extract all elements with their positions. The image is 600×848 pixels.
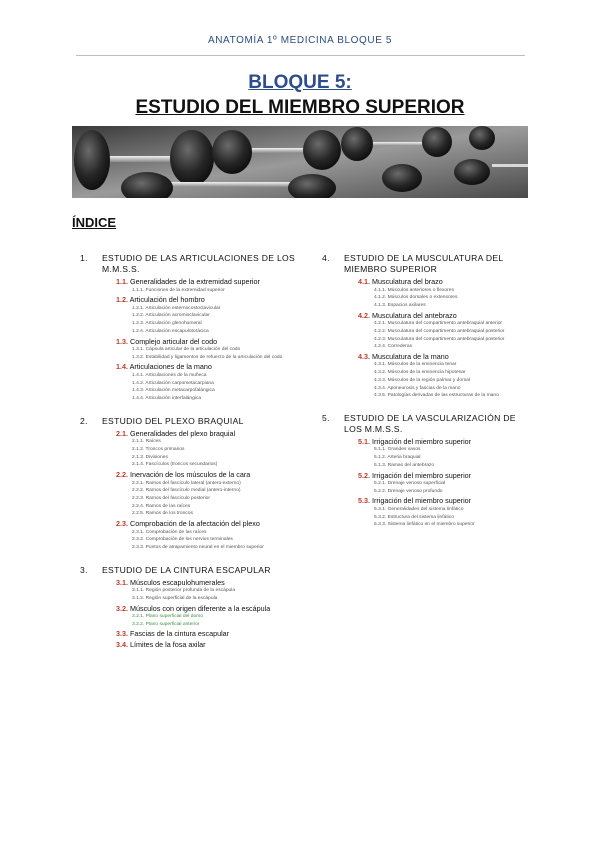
toc-item	[374, 302, 532, 310]
item-label: Grandes vasos	[387, 447, 421, 453]
item-label: Fascículos (troncos secundarios)	[145, 462, 218, 468]
item-label: Plano superficial del dorso	[145, 614, 203, 620]
item-number: 2.1.2.	[132, 446, 145, 452]
item-label: Ramas del antebrazo	[387, 462, 435, 468]
item-number: 4.3.2.	[374, 370, 387, 376]
section-gap	[322, 400, 532, 413]
dumbbell-rack-image	[72, 126, 528, 198]
toc-item	[374, 328, 532, 336]
item-label: Articulación interfalángica	[145, 396, 202, 402]
item-number: 3.2.2.	[132, 621, 145, 627]
item-number: 5.3.2.	[374, 514, 387, 520]
section-title: ESTUDIO DE LA MUSCULATURA DEL MIEMBRO SUPERIOR	[344, 253, 504, 274]
toc-item	[374, 506, 532, 514]
section-number: 5.	[322, 412, 330, 423]
item-label: Músculos de la eminencia tenar	[387, 362, 457, 368]
toc-item	[132, 305, 310, 313]
item-number: 5.1.3.	[374, 462, 387, 468]
item-label: Músculos de la eminencia hipotenar	[387, 370, 466, 376]
item-label: Musculatura del compartimento antebraquial posterior	[387, 328, 505, 334]
item-number: 2.2.3.	[132, 495, 145, 501]
subsection-number: 3.4.	[116, 639, 128, 649]
item-label: Arteria braquial	[387, 455, 421, 461]
item-label: Troncos primarios	[145, 446, 185, 452]
item-number: 1.4.2.	[132, 380, 145, 386]
toc-subsection	[116, 337, 310, 347]
item-label: Articulación glenohumeral	[145, 321, 202, 327]
subsection-title: Irrigación del miembro superior	[372, 436, 472, 446]
header-divider	[76, 55, 525, 56]
toc-section	[80, 253, 310, 275]
item-label: Región posterior profunda de la escápula	[145, 588, 236, 594]
item-number: 4.1.2.	[374, 295, 387, 301]
item-label: Sistema linfático en el miembro superior	[387, 522, 475, 528]
item-label: Raíces	[145, 439, 161, 445]
subsection-number: 4.1.	[358, 277, 370, 286]
toc-item	[132, 480, 310, 488]
item-number: 1.2.1.	[132, 305, 145, 311]
toc-item	[132, 320, 310, 328]
item-number: 4.3.5.	[374, 393, 387, 399]
item-label: Músculos dorsales o extensores	[387, 295, 458, 301]
section-title: ESTUDIO DE LA CINTURA ESCAPULAR	[102, 564, 271, 575]
item-number: 5.2.1.	[374, 481, 387, 487]
toc-item	[374, 294, 532, 302]
toc-item	[374, 336, 532, 344]
item-label: Articulación carpometacarpiana	[145, 380, 214, 386]
subsection-number: 1.3.	[116, 336, 128, 346]
item-label: Puntos de atrapamiento neural en el miembro superior	[145, 544, 264, 550]
section-number: 2.	[80, 415, 88, 426]
subsection-number: 2.1.	[116, 428, 128, 438]
toc-item	[374, 320, 532, 328]
section-title: ESTUDIO DE LA VASCULARIZACIÓN DE LOS M.M.S.S.	[344, 412, 516, 434]
item-number: 4.2.2.	[374, 328, 387, 334]
item-number: 3.2.1.	[132, 614, 145, 620]
subsection-title: Irrigación del miembro superior	[372, 470, 472, 480]
item-label: Correderas	[387, 344, 413, 350]
toc-subsection	[116, 604, 310, 614]
subsection-title: Músculos con origen diferente a la escápula	[130, 603, 271, 613]
toc-item	[374, 392, 532, 400]
item-number: 4.3.1.	[374, 362, 387, 368]
index-heading: ÍNDICE	[72, 215, 117, 230]
subsection-title: Articulaciones de la mano	[129, 362, 212, 372]
subsection-title: Musculatura del antebrazo	[372, 310, 457, 320]
item-number: 2.2.5.	[132, 511, 145, 517]
subsection-number: 4.2.	[358, 310, 370, 320]
item-label: Aponeurosis y fascias de la mano	[387, 385, 461, 391]
subsection-number: 3.2.	[116, 603, 128, 613]
section-gap	[80, 403, 310, 416]
toc-item	[132, 487, 310, 495]
toc-subsection	[358, 471, 532, 481]
toc-subsection	[116, 640, 310, 650]
item-number: 4.1.1.	[374, 287, 387, 293]
item-number: 4.2.4.	[374, 344, 387, 350]
toc-item	[132, 380, 310, 388]
toc-subsection	[116, 519, 310, 529]
item-number: 1.4.1.	[132, 372, 145, 378]
toc-item	[132, 395, 310, 403]
item-number: 2.2.4.	[132, 503, 145, 509]
item-label: Estabilidad y ligamentos de refuerzo de la articulación del codo	[145, 354, 283, 360]
item-label: Drenaje venoso superficial	[387, 481, 446, 487]
item-number: 2.1.1.	[132, 439, 145, 445]
item-label: Musculatura del compartimento antebraquial posterior	[387, 336, 505, 342]
subsection-title: Generalidades de la extremidad superior	[130, 277, 260, 286]
subsection-title: Fascias de la cintura escapular	[130, 629, 230, 639]
toc-subsection	[116, 295, 310, 305]
subsection-title: Músculos escapulohumerales	[130, 577, 225, 587]
subsection-title: Inervación de los músculos de la cara	[130, 470, 251, 480]
toc-item	[374, 488, 532, 496]
item-label: Región superficial de la escápula	[145, 595, 218, 601]
toc-item	[132, 595, 310, 603]
item-number: 2.2.2.	[132, 488, 145, 494]
item-label: Funciones de la extremidad superior	[145, 287, 225, 293]
subsection-number: 2.2.	[116, 470, 128, 480]
subsection-number: 3.3.	[116, 629, 128, 639]
toc-subsection	[116, 629, 310, 639]
item-label: Comprobación de los nervios terminales	[145, 537, 233, 543]
item-label: Músculos anteriores o flexores	[387, 287, 454, 293]
item-label: Cápsula articular de la articulación del codo	[145, 347, 241, 353]
item-number: 4.1.3.	[374, 302, 387, 308]
section-gap	[80, 552, 310, 565]
toc-item	[374, 361, 532, 369]
item-label: Articulación acromioclavicular	[145, 313, 210, 319]
toc-item	[374, 462, 532, 470]
item-label: Comprobación de las raíces	[145, 529, 207, 535]
title-block-number: BLOQUE 5:	[248, 72, 352, 93]
title-main: ESTUDIO DEL MIEMBRO SUPERIOR	[135, 97, 465, 118]
toc-item	[132, 454, 310, 462]
toc-subsection	[358, 496, 532, 506]
item-label: Patologías derivadas de las estructuras de la mano	[387, 393, 499, 399]
page-header: ANATOMÍA 1º MEDICINA BLOQUE 5	[207, 35, 393, 46]
toc-item	[374, 480, 532, 488]
subsection-number: 2.3.	[116, 519, 128, 529]
item-number: 2.3.1.	[132, 529, 145, 535]
toc-item	[374, 377, 532, 385]
item-label: Músculos de la región palmar y dorsal	[387, 377, 470, 383]
item-number: 5.3.1.	[374, 506, 387, 512]
section-title: ESTUDIO DE LAS ARTICULACIONES DE LOS M.M.S.S.	[102, 253, 296, 274]
toc-subsection	[358, 277, 532, 287]
item-number: 5.2.2.	[374, 488, 387, 494]
subsection-title: Musculatura de la mano	[372, 351, 449, 361]
toc-item	[132, 438, 310, 446]
subsection-title: Articulación del hombro	[129, 295, 205, 305]
subsection-title: Límites de la fosa axilar	[130, 639, 206, 649]
toc-item	[132, 354, 310, 362]
toc-section	[80, 565, 310, 576]
toc-item	[374, 521, 532, 529]
toc-item	[374, 343, 532, 351]
subsection-title: Complejo articular del codo	[130, 336, 218, 346]
toc-item	[374, 454, 532, 462]
item-number: 1.2.4.	[132, 328, 145, 334]
item-label: Plano superficial anterior	[145, 621, 200, 627]
toc-item	[132, 387, 310, 395]
toc-item	[132, 544, 310, 552]
toc-subsection	[116, 362, 310, 372]
item-number: 1.2.3.	[132, 321, 145, 327]
toc-item	[132, 328, 310, 336]
toc-section	[80, 416, 310, 427]
item-label: Articulación metacarpofalángica	[145, 388, 215, 394]
subsection-title: Generalidades del plexo braquial	[130, 428, 236, 438]
subsection-title: Musculatura del brazo	[372, 277, 443, 286]
item-label: Drenaje venoso profundo	[387, 488, 443, 494]
item-number: 1.2.2.	[132, 313, 145, 319]
item-label: Ramos de los troncos	[145, 511, 193, 517]
toc-item	[132, 503, 310, 511]
item-label: Estructura del sistema linfático	[387, 514, 454, 520]
item-label: Ramos del fascículo medial (antero-interno)	[145, 488, 241, 494]
toc-item	[132, 529, 310, 537]
item-number: 1.1.1.	[132, 287, 145, 293]
item-number: 4.2.1.	[374, 321, 387, 327]
toc-item	[132, 613, 310, 621]
section-number: 4.	[322, 253, 330, 263]
item-number: 5.1.1.	[374, 447, 387, 453]
subsection-title: Irrigación del miembro superior	[372, 496, 472, 506]
toc-item	[132, 536, 310, 544]
toc-subsection	[116, 429, 310, 439]
toc-item	[132, 621, 310, 629]
subsection-number: 1.2.	[116, 295, 128, 305]
toc-item	[132, 312, 310, 320]
item-number: 2.2.1.	[132, 480, 145, 486]
toc-item	[132, 495, 310, 503]
subsection-number: 5.1.	[358, 436, 370, 446]
item-number: 2.3.2.	[132, 537, 145, 543]
toc-item	[374, 287, 532, 295]
toc-item	[132, 446, 310, 454]
toc-item	[374, 446, 532, 454]
item-number: 2.1.3.	[132, 454, 145, 460]
item-number: 4.2.3.	[374, 336, 387, 342]
item-label: Articulación escapulotorácica	[145, 328, 209, 334]
subsection-number: 1.1.	[116, 277, 128, 286]
toc-column-right	[322, 253, 532, 529]
item-number: 1.4.4.	[132, 396, 145, 402]
item-number: 5.1.2.	[374, 455, 387, 461]
toc-section	[322, 253, 532, 275]
toc-subsection	[116, 277, 310, 287]
subsection-number: 1.4.	[116, 362, 128, 372]
subsection-number: 5.3.	[358, 496, 370, 506]
subsection-number: 3.1.	[116, 577, 128, 587]
toc-item	[132, 510, 310, 518]
toc-subsection	[358, 311, 532, 321]
item-number: 4.3.3.	[374, 377, 387, 383]
item-number: 5.3.3.	[374, 522, 387, 528]
section-number: 3.	[80, 564, 88, 575]
subsection-title: Comprobación de la afectación del plexo	[130, 519, 260, 529]
toc-item	[132, 461, 310, 469]
toc-subsection	[116, 578, 310, 588]
toc-item	[132, 287, 310, 295]
toc-item	[374, 385, 532, 393]
subsection-number: 5.2.	[358, 470, 370, 480]
toc-item	[132, 346, 310, 354]
toc-subsection	[358, 352, 532, 362]
toc-subsection	[358, 437, 532, 447]
toc-item	[374, 369, 532, 377]
item-number: 3.1.2.	[132, 595, 145, 601]
section-title: ESTUDIO DEL PLEXO BRAQUIAL	[102, 415, 244, 426]
item-number: 1.3.2.	[132, 354, 145, 360]
item-number: 2.3.3.	[132, 544, 145, 550]
item-number: 3.1.1.	[132, 588, 145, 594]
item-label: Generalidades del sistema linfático	[387, 506, 464, 512]
item-number: 1.3.1.	[132, 347, 145, 353]
item-label: Articulación esternocostoclavicular	[145, 305, 221, 311]
subsection-number: 4.3.	[358, 351, 370, 361]
item-number: 2.1.4.	[132, 462, 145, 468]
item-number: 1.4.3.	[132, 388, 145, 394]
item-label: Ramos del fascículo posterior	[145, 495, 211, 501]
section-number: 1.	[80, 253, 88, 263]
item-label: Espacios axilares	[387, 302, 426, 308]
item-label: Ramos de las raíces	[145, 503, 191, 509]
item-label: Articulaciones de la muñeca	[145, 372, 207, 378]
item-label: Ramos del fascículo lateral (antero-externo)	[145, 480, 241, 486]
toc-section	[322, 413, 532, 435]
toc-item	[132, 587, 310, 595]
toc-item	[132, 372, 310, 380]
item-label: Musculatura del compartimento antebraquial anterior	[387, 321, 503, 327]
toc-subsection	[116, 470, 310, 480]
toc-column-left	[80, 253, 310, 649]
toc-item	[374, 514, 532, 522]
item-number: 4.3.4.	[374, 385, 387, 391]
item-label: Divisiones	[145, 454, 168, 460]
